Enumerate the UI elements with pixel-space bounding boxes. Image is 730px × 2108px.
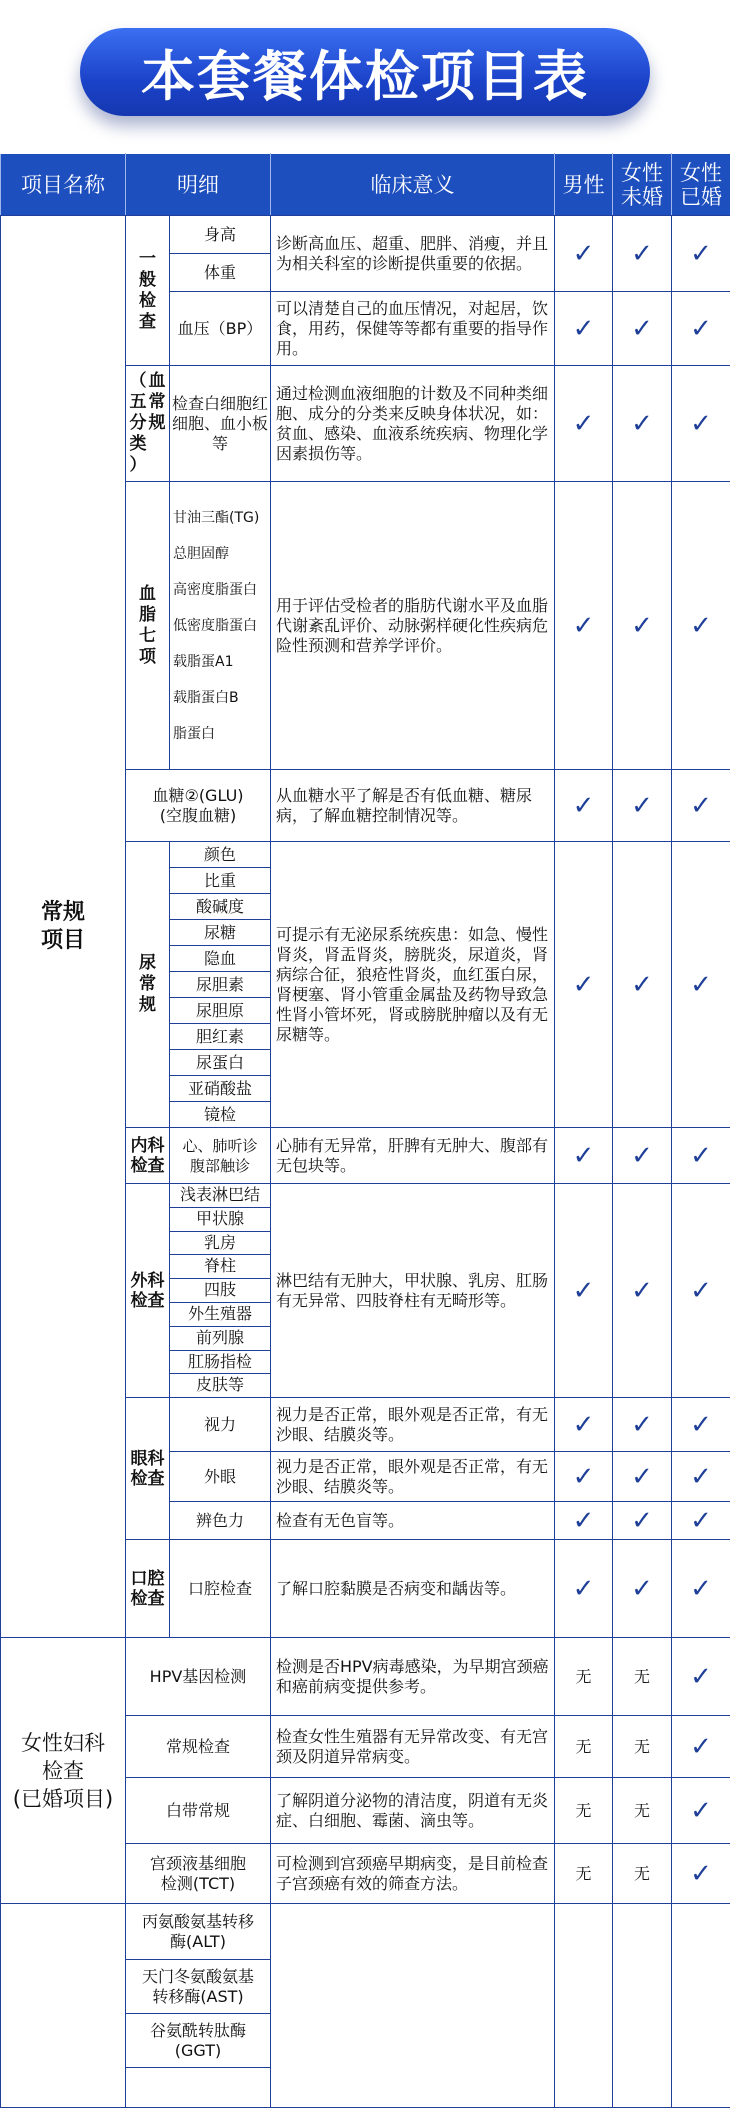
check-mark: ✓ (672, 292, 730, 366)
meaning-outer-eye: 视力是否正常，眼外观是否正常，有无沙眼、结膜炎等。 (271, 1452, 555, 1502)
meaning-glucose: 从血糖水平了解是否有低血糖、糖尿病，了解血糖控制情况等。 (271, 770, 555, 842)
mark-none: 无 (613, 1716, 672, 1778)
table-row (1, 1904, 730, 1960)
checkup-table (0, 153, 730, 2108)
header-female-unmarried: 女性 未婚 (613, 154, 672, 216)
list-item: 肛肠指检 (170, 1351, 270, 1375)
check-mark: ✓ (613, 1452, 672, 1502)
title-pill (80, 28, 650, 116)
check-mark: ✓ (555, 1452, 613, 1502)
check-mark: ✓ (672, 216, 730, 292)
item-blood-cells: 检查白细胞红细胞、血小板等 (170, 366, 271, 482)
item-ggt: 谷氨酰转肽酶 (GGT) (126, 2014, 271, 2068)
item-internal: 心、肺听诊 腹部触诊 (170, 1128, 271, 1184)
surgical-item-list (170, 1184, 271, 1398)
list-item: 隐血 (170, 946, 270, 972)
item-color-vision: 辨色力 (170, 1502, 271, 1540)
list-item: 高密度脂蛋白 (173, 572, 268, 608)
blood-routine-label: 血 常 规 (149, 371, 166, 476)
title-banner (0, 0, 730, 152)
check-mark: ✓ (672, 1844, 730, 1904)
check-mark: ✓ (613, 1398, 672, 1452)
check-mark: ✓ (672, 1638, 730, 1716)
check-mark: ✓ (613, 1540, 672, 1638)
urine-item-list (170, 842, 271, 1128)
list-item: 颜色 (170, 842, 270, 868)
check-mark: ✓ (672, 1540, 730, 1638)
check-mark: ✓ (555, 1502, 613, 1540)
table-header (1, 154, 730, 216)
list-item: 比重 (170, 868, 270, 894)
check-mark: ✓ (672, 482, 730, 770)
header-male: 男性 (555, 154, 613, 216)
meaning-bp: 可以清楚自己的血压情况，对起居，饮食，用药，保健等等都有重要的指导作用。 (271, 292, 555, 366)
mark-none: 无 (613, 1638, 672, 1716)
item-leukorrhea: 白带常规 (126, 1778, 271, 1844)
list-item: 外生殖器 (170, 1303, 270, 1327)
check-mark: ✓ (555, 842, 613, 1128)
item-weight: 体重 (170, 254, 271, 292)
list-item: 浅表淋巴结 (170, 1184, 270, 1208)
check-mark: ✓ (613, 1184, 672, 1398)
check-mark: ✓ (672, 842, 730, 1128)
header-detail: 明细 (126, 154, 271, 216)
meaning-surgical: 淋巴结有无肿大，甲状腺、乳房、肛肠有无异常、四肢脊柱有无畸形等。 (271, 1184, 555, 1398)
item-gyn-routine: 常规检查 (126, 1716, 271, 1778)
item-outer-eye: 外眼 (170, 1452, 271, 1502)
mark-none: 无 (613, 1844, 672, 1904)
mark-none: 无 (555, 1778, 613, 1844)
item-tct: 宫颈液基细胞 检测(TCT) (126, 1844, 271, 1904)
meaning-height-weight: 诊断高血压、超重、肥胖、消瘦，并且为相关科室的诊断提供重要的依据。 (271, 216, 555, 292)
list-item: 甲状腺 (170, 1208, 270, 1232)
check-mark: ✓ (613, 292, 672, 366)
list-item: 亚硝酸盐 (170, 1076, 270, 1102)
header-meaning: 临床意义 (271, 154, 555, 216)
list-item: 低密度脂蛋白 (173, 608, 268, 644)
group-surgical: 外科 检查 (126, 1184, 170, 1398)
check-mark: ✓ (555, 1128, 613, 1184)
check-mark: ✓ (672, 1778, 730, 1844)
meaning-color-vision: 检查有无色盲等。 (271, 1502, 555, 1540)
item-oral: 口腔检查 (170, 1540, 271, 1638)
list-item: 总胆固醇 (173, 536, 268, 572)
list-item: 尿糖 (170, 920, 270, 946)
check-mark: ✓ (555, 482, 613, 770)
page-title: 本套餐体检项目表 (141, 34, 589, 111)
meaning-urine: 可提示有无泌尿系统疾患：如急、慢性肾炎，肾盂肾炎，膀胱炎，尿道炎，肾病综合征，狼疮性肾炎，血红蛋白尿，肾梗塞、肾小管重金属盐及药物导致急性肾小管坏死，肾或膀胱肿瘤以及有无尿糖等。 (271, 842, 555, 1128)
meaning-leukorrhea: 了解阴道分泌物的清洁度，阴道有无炎症、白细胞、霉菌、滴虫等。 (271, 1778, 555, 1844)
mark-empty (613, 1904, 672, 2108)
check-mark: ✓ (613, 1502, 672, 1540)
check-mark: ✓ (672, 1452, 730, 1502)
item-alt: 丙氨酸氨基转移 酶(ALT) (126, 1904, 271, 1960)
list-item: 皮肤等 (170, 1374, 270, 1397)
item-ast: 天门冬氨酸氨基 转移酶(AST) (126, 1960, 271, 2014)
check-mark: ✓ (555, 770, 613, 842)
check-mark: ✓ (613, 1128, 672, 1184)
meaning-lipid: 用于评估受检者的脂肪代谢水平及血脂代谢紊乱评价、动脉粥样硬化性疾病危险性预测和营养学评价。 (271, 482, 555, 770)
check-mark: ✓ (555, 1398, 613, 1452)
table-row (1, 1638, 730, 1716)
meaning-tct: 可检测到宫颈癌早期病变，是目前检查子宫颈癌有效的筛查方法。 (271, 1844, 555, 1904)
list-item: 脊柱 (170, 1255, 270, 1279)
check-mark: ✓ (672, 1184, 730, 1398)
meaning-internal: 心肺有无异常，肝脾有无肿大、腹部有无包块等。 (271, 1128, 555, 1184)
list-item: 尿胆素 (170, 972, 270, 998)
meaning-liver (271, 1904, 555, 2108)
lipid-item-list (170, 482, 271, 770)
item-hpv: HPV基因检测 (126, 1638, 271, 1716)
meaning-gyn-routine: 检查女性生殖器有无异常改变、有无宫颈及阴道异常病变。 (271, 1716, 555, 1778)
check-mark: ✓ (555, 366, 613, 482)
mark-empty (672, 1904, 730, 2108)
group-oral: 口腔 检查 (126, 1540, 170, 1638)
meaning-oral: 了解口腔黏膜是否病变和龋齿等。 (271, 1540, 555, 1638)
check-mark: ✓ (555, 1540, 613, 1638)
list-item: 甘油三酯(TG) (173, 500, 268, 536)
list-item: 尿蛋白 (170, 1050, 270, 1076)
check-mark: ✓ (613, 842, 672, 1128)
meaning-hpv: 检测是否HPV病毒感染，为早期宫颈癌和癌前病变提供参考。 (271, 1638, 555, 1716)
list-item: 乳房 (170, 1232, 270, 1256)
list-item: 镜检 (170, 1102, 270, 1127)
category-liver (1, 1904, 126, 2108)
header-name: 项目名称 (1, 154, 126, 216)
blood-classification: （ 五 分 类 ） (130, 371, 147, 476)
mark-empty (555, 1904, 613, 2108)
check-mark: ✓ (672, 770, 730, 842)
group-blood-routine (126, 366, 170, 482)
item-vision: 视力 (170, 1398, 271, 1452)
list-item: 载脂蛋白B (173, 680, 268, 716)
check-mark: ✓ (555, 1184, 613, 1398)
group-general: 一 般 检 查 (126, 216, 170, 366)
item-bp: 血压（BP） (170, 292, 271, 366)
table-row (1, 216, 730, 254)
check-mark: ✓ (672, 1716, 730, 1778)
mark-none: 无 (555, 1638, 613, 1716)
group-lipid: 血 脂 七 项 (126, 482, 170, 770)
list-item: 四肢 (170, 1279, 270, 1303)
list-item: 胆红素 (170, 1024, 270, 1050)
group-internal: 内科 检查 (126, 1128, 170, 1184)
meaning-blood: 通过检测血液细胞的计数及不同种类细胞、成分的分类来反映身体状况，如：贫血、感染、血液系统疾病、物理化学因素损伤等。 (271, 366, 555, 482)
group-urine: 尿 常 规 (126, 842, 170, 1128)
list-item: 脂蛋白 (173, 716, 268, 752)
check-mark: ✓ (613, 216, 672, 292)
item-glucose: 血糖②(GLU) (空腹血糖) (126, 770, 271, 842)
check-mark: ✓ (555, 216, 613, 292)
check-mark: ✓ (613, 482, 672, 770)
list-item: 前列腺 (170, 1327, 270, 1351)
check-mark: ✓ (555, 292, 613, 366)
header-female-married: 女性 已婚 (672, 154, 730, 216)
item-height: 身高 (170, 216, 271, 254)
mark-none: 无 (613, 1778, 672, 1844)
check-mark: ✓ (672, 366, 730, 482)
list-item: 酸碱度 (170, 894, 270, 920)
category-gyn: 女性妇科 检查 (已婚项目) (1, 1638, 126, 1904)
mark-none: 无 (555, 1844, 613, 1904)
check-mark: ✓ (672, 1128, 730, 1184)
check-mark: ✓ (613, 366, 672, 482)
mark-none: 无 (555, 1716, 613, 1778)
check-mark: ✓ (672, 1398, 730, 1452)
list-item: 载脂蛋A1 (173, 644, 268, 680)
list-item: 尿胆原 (170, 998, 270, 1024)
category-routine: 常规 项目 (1, 216, 126, 1638)
check-mark: ✓ (613, 770, 672, 842)
meaning-vision: 视力是否正常，眼外观是否正常，有无沙眼、结膜炎等。 (271, 1398, 555, 1452)
group-eye: 眼科 检查 (126, 1398, 170, 1540)
check-mark: ✓ (672, 1502, 730, 1540)
